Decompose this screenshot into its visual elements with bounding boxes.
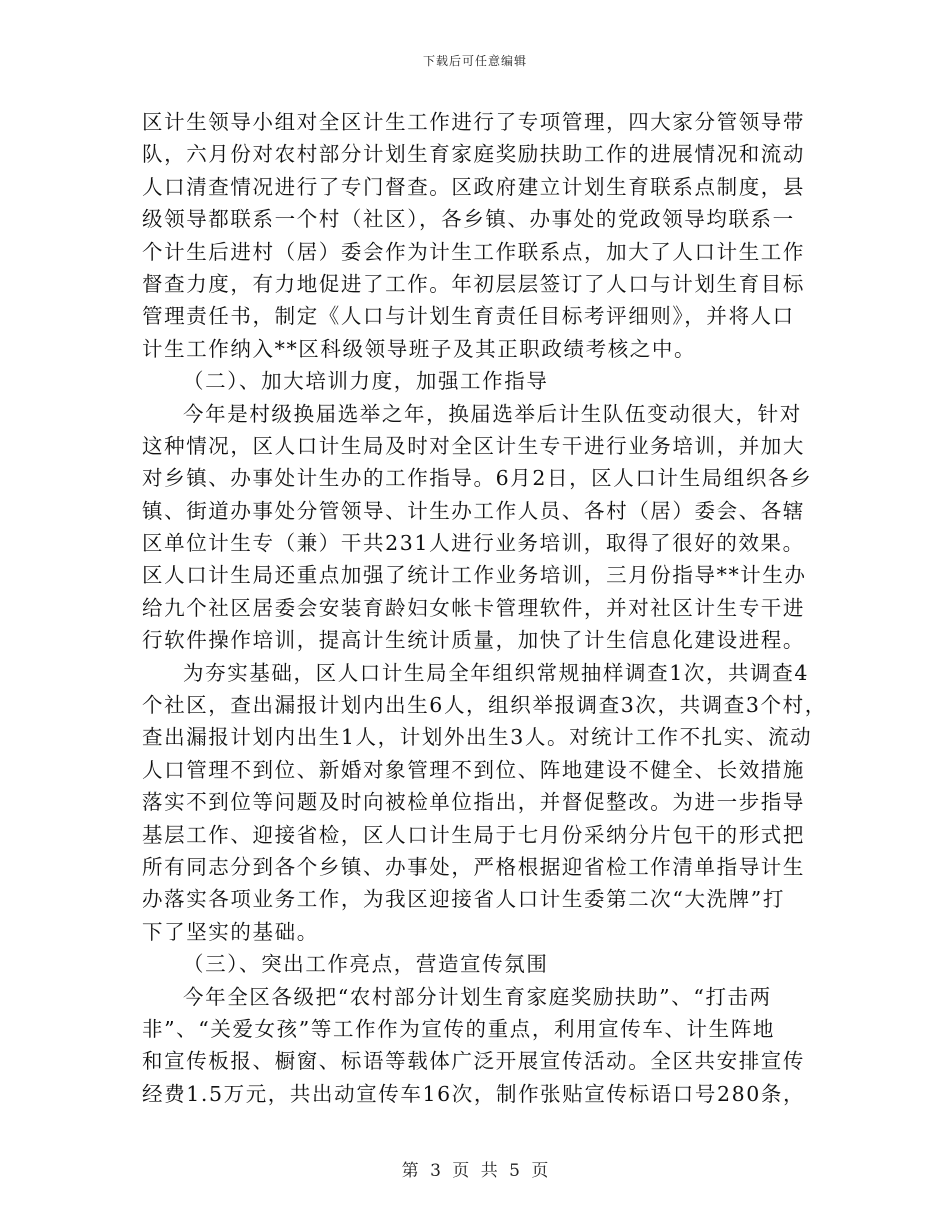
body-line: 计生工作纳入**区科级领导班子及其正职政绩考核之中。: [142, 336, 697, 361]
body-line: 下了坚实的基础。: [142, 919, 319, 944]
paragraph-first-line: 今年是村级换届选举之年，换届选举后计生队伍变动很大，针对: [183, 401, 802, 426]
body-line: 级领导都联系一个村（社区），各乡镇、办事处的党政领导均联系一: [142, 207, 795, 232]
page-footer: 第 3 页 共 5 页: [401, 1161, 549, 1181]
body-line: 个社区，查出漏报计划内出生6人，组织举报调查3次，共调查3个村，: [142, 693, 827, 718]
body-line: 经费1.5万元，共出动宣传车16次，制作张贴宣传标语口号280条，: [142, 1081, 806, 1106]
body-line: 办落实各项业务工作，为我区迎接省人口计生委第二次“大洗牌”打: [142, 887, 785, 912]
body-line: 非”、“关爱女孩”等工作作为宣传的重点，利用宣传车、计生阵地: [142, 1016, 775, 1041]
body-line: 所有同志分到各个乡镇、办事处，严格根据迎省检工作清单指导计生: [142, 854, 805, 879]
document-body: [142, 106, 827, 1110]
page-header: 下载后可任意编辑: [422, 54, 527, 68]
body-line: 镇、街道办事处分管领导、计生办工作人员、各村（居）委会、各辖: [142, 498, 805, 523]
body-line: 人口管理不到位、新婚对象管理不到位、阵地建设不健全、长效措施: [142, 757, 805, 782]
section-heading: （三）、突出工作亮点，营造宣传氛围: [183, 952, 549, 977]
body-line: 区计生领导小组对全区计生工作进行了专项管理，四大家分管领导带: [142, 110, 805, 134]
body-line: 行软件操作培训，提高计生统计质量，加快了计生信息化建设进程。: [142, 628, 805, 653]
body-line: 查出漏报计划内出生1人，计划外出生3人。对统计工作不扎实、流动: [142, 725, 813, 750]
body-line: 队，六月份对农村部分计划生育家庭奖励扶助工作的进展情况和流动: [142, 142, 805, 167]
paragraph-first-line: 今年全区各级把“农村部分计划生育家庭奖励扶助”、“打击两: [183, 984, 772, 1009]
body-line: 对乡镇、办事处计生办的工作指导。6月2日，区人口计生局组织各乡: [142, 466, 813, 491]
section-heading: （二）、加大培训力度，加强工作指导: [183, 369, 549, 394]
body-line: 落实不到位等问题及时向被检单位指出，并督促整改。为进一步指导: [142, 790, 805, 815]
body-line: 这种情况，区人口计生局及时对全区计生专干进行业务培训，并加大: [142, 433, 805, 458]
body-line: 个计生后进村（居）委会作为计生工作联系点，加大了人口计生工作: [142, 239, 805, 264]
body-line: 督查力度，有力地促进了工作。年初层层签订了人口与计划生育目标: [142, 271, 805, 296]
body-line: 给九个社区居委会安装育龄妇女帐卡管理软件，并对社区计生专干进: [142, 595, 805, 620]
body-line: 区人口计生局还重点加强了统计工作业务培训，三月份指导**计生办: [142, 563, 807, 588]
body-line: 区单位计生专（兼）干共231人进行业务培训，取得了很好的效果。: [142, 531, 805, 556]
body-line: 人口清查情况进行了专门督查。区政府建立计划生育联系点制度，县: [142, 174, 805, 199]
paragraph-first-line: 为夯实基础，区人口计生局全年组织常规抽样调查1次，共调查4: [183, 660, 809, 685]
body-line: 管理责任书，制定《人口与计划生育责任目标考评细则》，并将人口: [142, 304, 795, 329]
body-line: 基层工作、迎接省检，区人口计生局于七月份采纳分片包干的形式把: [142, 822, 805, 847]
body-line: 和宣传板报、橱窗、标语等载体广泛开展宣传活动。全区共安排宣传: [142, 1049, 805, 1074]
